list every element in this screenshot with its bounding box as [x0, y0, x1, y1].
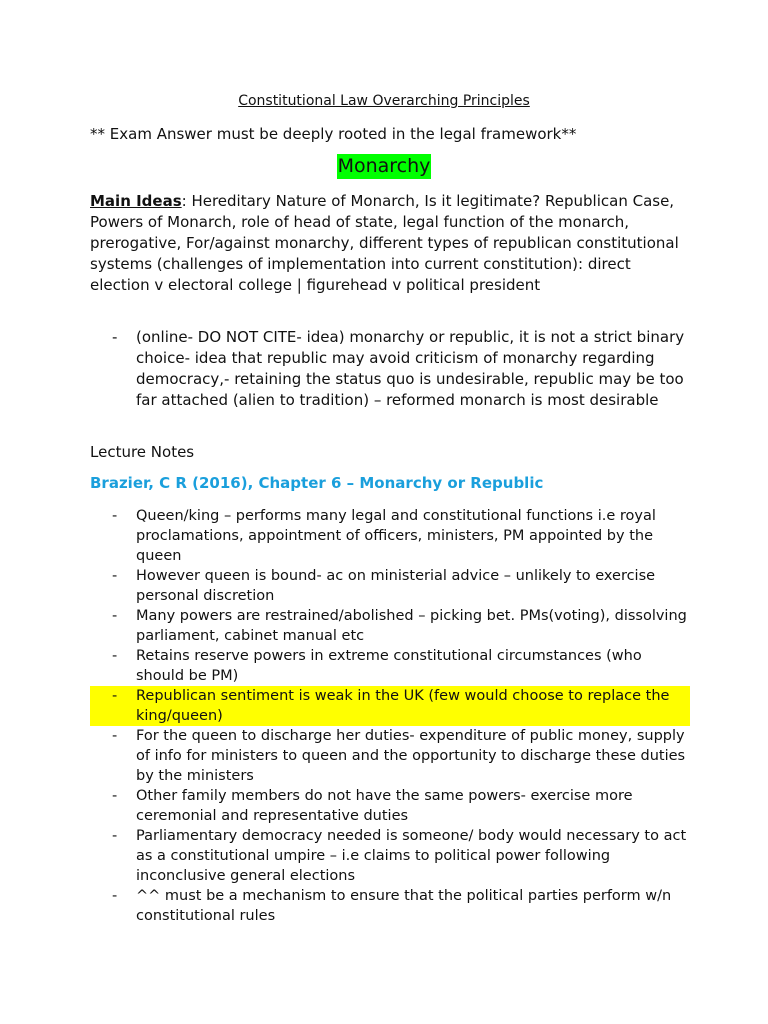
list-item-text: Other family members do not have the same powers- exercise more ceremonial and representative duties — [136, 788, 633, 824]
list-item — [90, 506, 690, 566]
list-item-text: Many powers are restrained/abolished – picking bet. PMs(voting), dissolving parliament, cabinet manual etc — [136, 608, 687, 644]
intro-bullet-list — [90, 327, 690, 411]
document-title: Constitutional Law Overarching Principles — [238, 93, 530, 109]
exam-note: ** Exam Answer must be deeply rooted in the legal framework** — [90, 125, 577, 143]
list-item — [90, 646, 690, 686]
notes-bullet-list — [90, 506, 690, 926]
bullet-dash: - — [112, 688, 118, 704]
list-item — [90, 566, 690, 606]
list-item-text: However queen is bound- ac on ministerial advice – unlikely to exercise personal discretion — [136, 568, 656, 604]
list-item — [90, 606, 690, 646]
list-item-highlighted — [90, 686, 690, 726]
section-heading-monarchy: Monarchy — [337, 155, 431, 177]
section-heading-wrap — [0, 154, 768, 179]
bullet-dash: - — [112, 608, 118, 624]
list-item — [90, 786, 690, 826]
bullet-dash: - — [112, 788, 118, 804]
main-ideas-text: : Hereditary Nature of Monarch, Is it legitimate? Republican Case, Powers of Monarch, role of head of state, legal function of the monarch, prerogative, For/against monarchy, different types of republican constitutional systems (challenges of implementation into current constitution): direct election v electoral college | figurehead v political president — [90, 192, 679, 294]
bullet-dash: - — [112, 728, 118, 744]
list-item — [90, 886, 690, 926]
bullet-dash: - — [112, 648, 118, 664]
list-item-text: ^^ must be a mechanism to ensure that the political parties perform w/n constitutional rules — [136, 888, 672, 924]
main-ideas-label: Main Ideas — [90, 192, 182, 210]
list-item-text: Queen/king – performs many legal and constitutional functions i.e royal proclamations, appointment of officers, ministers, PM appointed by the queen — [136, 508, 656, 564]
list-item-text: For the queen to discharge her duties- expenditure of public money, supply of info for ministers to queen and the opportunity to discharge these duties by the ministers — [136, 728, 686, 784]
bullet-dash: - — [112, 888, 118, 904]
list-item-text: Retains reserve powers in extreme constitutional circumstances (who should be PM) — [136, 648, 642, 684]
bullet-dash: - — [112, 828, 118, 844]
list-item — [90, 726, 690, 786]
list-item — [90, 826, 690, 886]
bullet-dash: - — [112, 568, 118, 584]
main-ideas-paragraph — [90, 191, 690, 296]
list-item-text: Republican sentiment is weak in the UK (few would choose to replace the king/queen) — [136, 688, 670, 724]
source-heading: Brazier, C R (2016), Chapter 6 – Monarchy or Republic — [90, 474, 544, 492]
lecture-notes-label: Lecture Notes — [90, 443, 195, 461]
list-item — [90, 327, 690, 411]
list-item-text: Parliamentary democracy needed is someone/ body would necessary to act as a constitutional umpire – i.e claims to political power following inconclusive general elections — [136, 828, 687, 884]
bullet-dash: - — [112, 328, 118, 346]
list-item-text: (online- DO NOT CITE- idea) monarchy or republic, it is not a strict binary choice- idea that republic may avoid criticism of monarchy regarding democracy,- retaining the status quo is undesirable, republic may be too far attached (alien to tradition) – reformed monarch is most desirable — [136, 328, 685, 409]
bullet-dash: - — [112, 508, 118, 524]
